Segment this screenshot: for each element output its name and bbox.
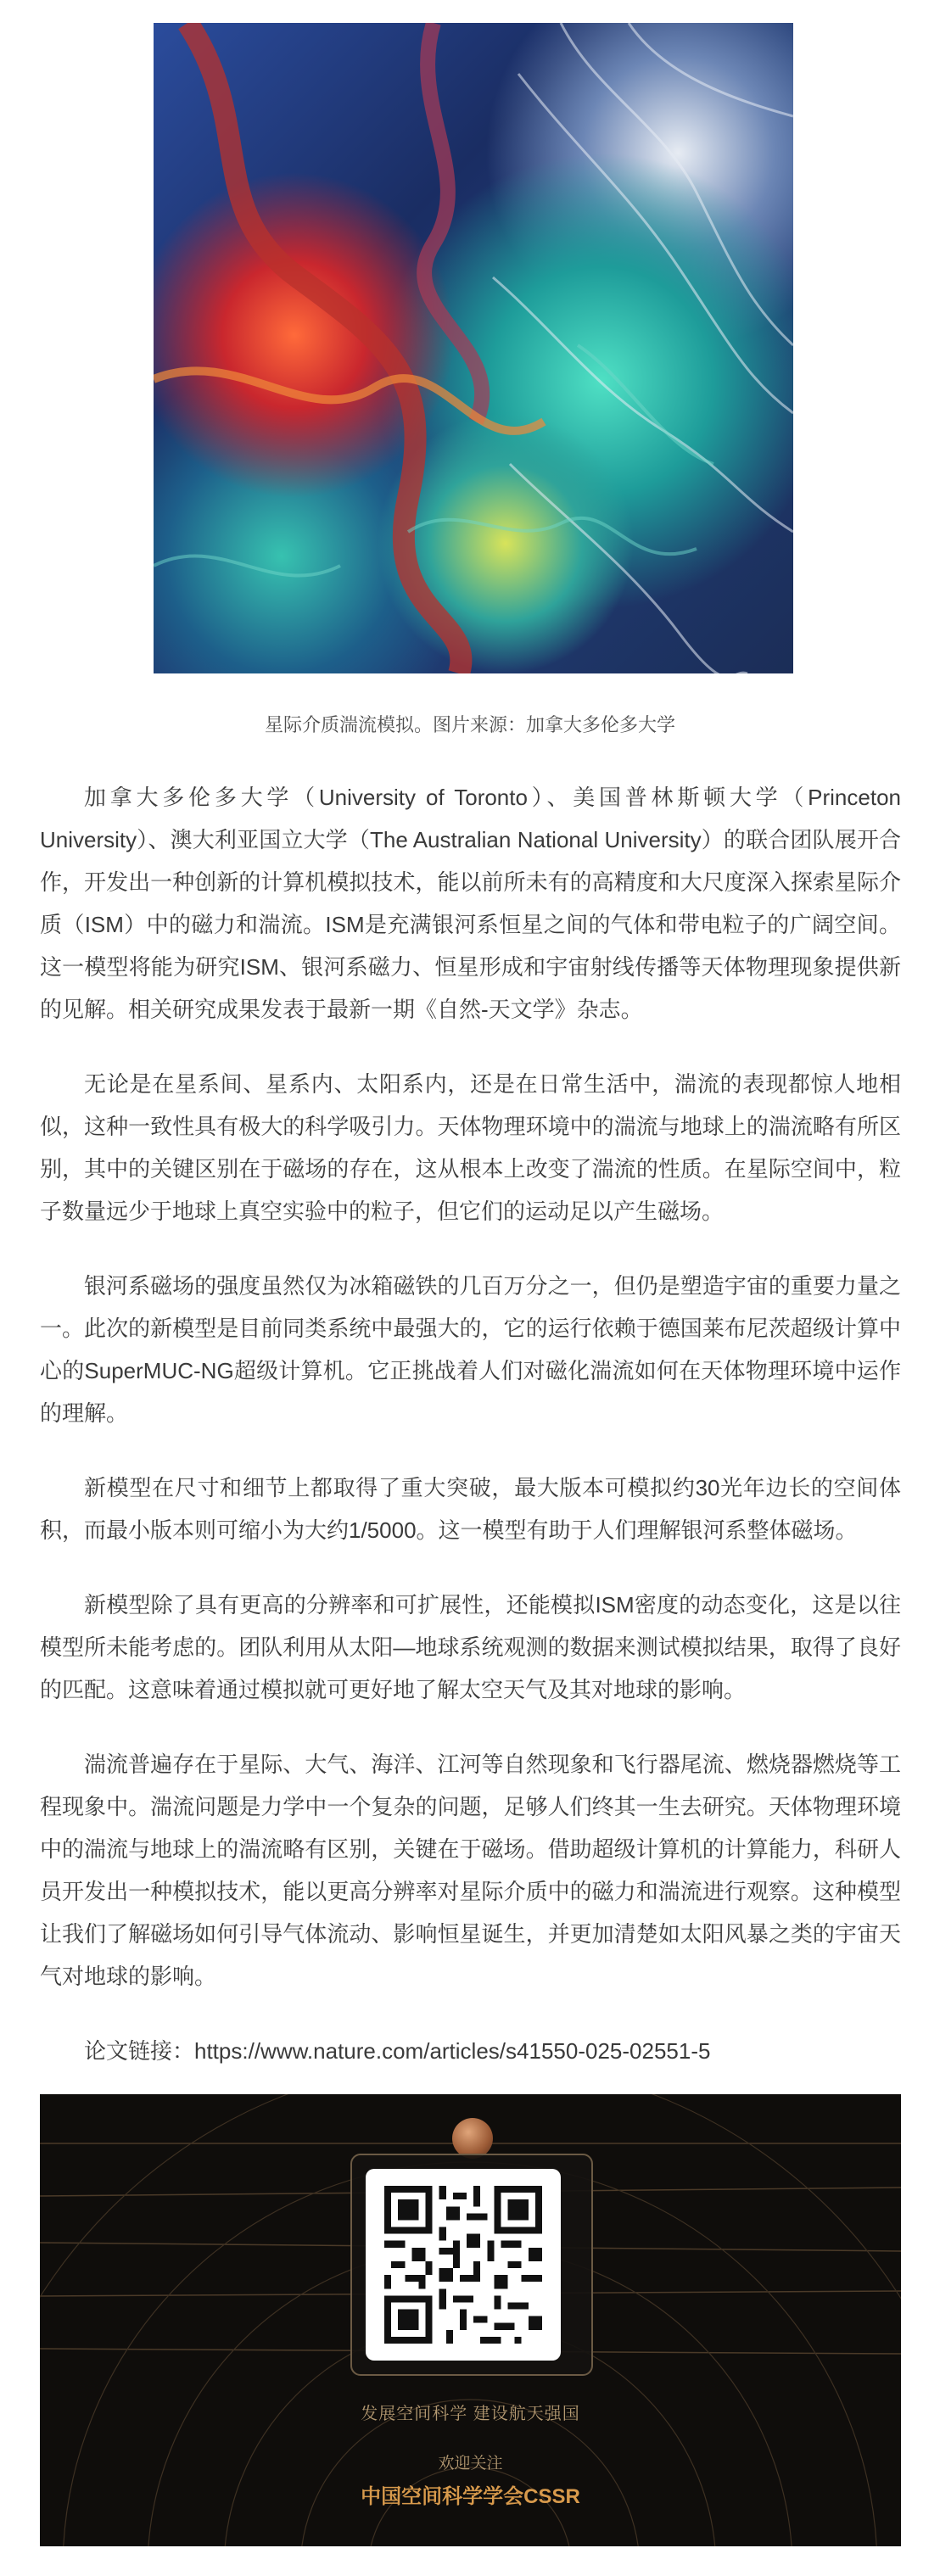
banner-slogan: 发展空间科学 建设航天强国: [361, 2405, 580, 2423]
paragraph: 加拿大多伦多大学（University of Toronto）、美国普林斯顿大学（Princeton University）、澳大利亚国立大学（The Australian National University）的联合团队展开合作，开发出一种创新的计算机模拟技术，能以前所未有的高精度和大尺度深入探索星际介质（ISM）中的磁力和湍流。ISM是充满银河系恒星之间的气体和带电粒子的广阔空间。这一模型将能为研究ISM、银河系磁力、恒星形成和宇宙射线传播等天体物理现象提供新的见解。相关研究成果发表于最新一期《自然-天文学》杂志。: [40, 785, 901, 1022]
paragraph: 银河系磁场的强度虽然仅为冰箱磁铁的几百万分之一，但仍是塑造宇宙的重要力量之一。此次的新模型是目前同类系统中最强大的，它的运行依赖于德国莱布尼茨超级计算中心的SuperMUC-NG超级计算机。它正挑战着人们对磁化湍流如何在天体物理环境中运作的理解。: [40, 1273, 901, 1426]
paper-link[interactable]: 论文链接：https://www.nature.com/articles/s41550-025-02551-5: [84, 2038, 711, 2064]
paragraph: 新模型除了具有更高的分辨率和可扩展性，还能模拟ISM密度的动态变化，这是以往模型所未能考虑的。团队利用从太阳—地球系统观测的数据来测试模拟结果，取得了良好的匹配。这意味着通过模拟就可更好地了解太空天气及其对地球的影响。: [40, 1592, 901, 1702]
image-caption: 星际介质湍流模拟。图片来源：加拿大多伦多大学: [264, 714, 675, 735]
turbulence-simulation-image: [154, 23, 793, 673]
qr-code-icon[interactable]: [366, 2169, 561, 2361]
paragraph: 湍流普遍存在于星际、大气、海洋、江河等自然现象和飞行器尾流、燃烧器燃烧等工程现象中。湍流问题是力学中一个复杂的问题，足够人们终其一生去研究。天体物理环境中的湍流与地球上的湍流略有区别，关键在于磁场。借助超级计算机的计算能力，科研人员开发出一种模拟技术，能以更高分辨率对星际介质中的磁力和湍流进行观察。这种模型让我们了解磁场如何引导气体流动、影响恒星诞生，并更加清楚如太阳风暴之类的宇宙天气对地球的影响。: [40, 1752, 901, 1989]
planet-icon: [452, 2118, 493, 2159]
paragraph: 无论是在星系间、星系内、太阳系内，还是在日常生活中，湍流的表现都惊人地相似，这种一致性具有极大的科学吸引力。天体物理环境中的湍流与地球上的湍流略有所区别，其中的关键区别在于磁场的存在，这从根本上改变了湍流的性质。在星际空间中，粒子数量远少于地球上真空实验中的粒子，但它们的运动足以产生磁场。: [40, 1071, 901, 1224]
article-body: [40, 776, 901, 2104]
banner-org-name: 中国空间科学学会CSSR: [361, 2485, 580, 2508]
banner-welcome: 欢迎关注: [438, 2455, 503, 2473]
paragraph: 新模型在尺寸和细节上都取得了重大突破，最大版本可模拟约30光年边长的空间体积，而最小版本则可缩小为大约1/5000。这一模型有助于人们理解银河系整体磁场。: [40, 1475, 901, 1543]
qr-code-frame: [350, 2154, 593, 2376]
footer-banner: [40, 2094, 901, 2546]
